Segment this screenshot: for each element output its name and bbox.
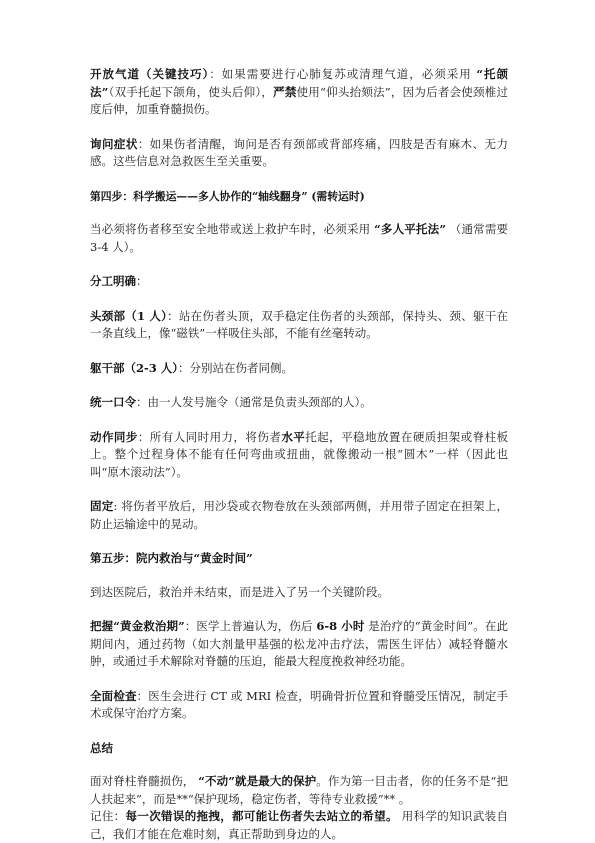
text: （双手托起下颌角，使头后仰）， bbox=[108, 84, 274, 99]
paragraph-golden-period bbox=[90, 618, 508, 671]
term-exam: 全面检查 bbox=[90, 688, 137, 703]
paragraph-sync bbox=[90, 429, 508, 482]
text: 用科学的知识武装自己，我们才能在危难时刻，真正帮助到身边的人。 bbox=[90, 809, 508, 841]
term-torso: 躯干部（2-3 人） bbox=[90, 360, 179, 375]
text: ：如果需要进行心肺复苏或清理气道，必须采用 bbox=[209, 67, 477, 81]
text: ：医学上普遍认为，伤后 bbox=[184, 619, 317, 633]
document-page bbox=[90, 66, 508, 843]
paragraph-ask-symptoms bbox=[90, 136, 508, 171]
paragraph-open-airway bbox=[90, 66, 508, 119]
text: 是治疗的“黄金时间”。在此期间内，通过药物（如大剂量甲基强的松龙冲击疗法，需医生评估）减轻脊髓水肿，或通过手术解除对脊髓的压迫，能最大程度挽救神经功能。 bbox=[90, 619, 508, 668]
text: ：站在伤者头顶，双手稳定住伤者的头颈部，保持头、颈、躯干在一条直线上，像“磁铁”一样吸住头部，不能有丝毫转动。 bbox=[90, 308, 508, 340]
paragraph-exam bbox=[90, 688, 508, 723]
emphasis-horizontal: 水平 bbox=[281, 429, 306, 444]
term-ask-symptoms: 询问症状 bbox=[90, 136, 138, 151]
emphasis-forbidden: 严禁 bbox=[273, 84, 297, 99]
emphasis-hours: 6-8 小时 bbox=[316, 619, 365, 633]
term-head-neck: 头颈部（1 人） bbox=[90, 308, 168, 323]
term-open-airway: 开放气道（关键技巧） bbox=[90, 67, 210, 81]
text: ： bbox=[136, 274, 148, 288]
text: ：如果伤者清醒，询问是否有颈部或背部疼痛，四肢是否有麻木、无力感。这些信息对急救医生至关重要。 bbox=[90, 136, 509, 168]
text: 当必须将伤者移至安全地带或送上救护车时，必须采用 bbox=[90, 222, 375, 236]
text: 记住： bbox=[90, 809, 126, 823]
term-sync: 动作同步 bbox=[90, 429, 138, 444]
text: ：所有人同时用力，将伤者 bbox=[137, 429, 282, 444]
text: 。作为第一目击者，你的任务不是“把人扶起来”，而是**“保护现场，稳定伤者，等待专业救援”** 。 bbox=[90, 774, 508, 806]
paragraph-summary bbox=[90, 773, 508, 808]
text: 使用“仰头抬颏法”，因为后者会使颈椎过度后伸，加重脊髓损伤。 bbox=[90, 84, 509, 116]
text: （通常需要 3-4 人）。 bbox=[90, 222, 509, 254]
emphasis-warning: 每一次错误的拖拽，都可能让伤者失去站立的希望。 bbox=[125, 809, 398, 823]
emphasis-no-move: “不动”就是最大的保护 bbox=[198, 774, 317, 788]
text: 托起，平稳地放置在硬质担架或脊柱板上。整个过程身体不能有任何弯曲或扭曲，就像搬动一根“圆木”一样（因此也叫“原木滚动法”）。 bbox=[90, 429, 509, 479]
paragraph-roles bbox=[90, 273, 508, 291]
term-roles: 分工明确 bbox=[90, 274, 136, 288]
emphasis-multi-person-lift: “多人平托法” bbox=[374, 222, 446, 236]
term-command: 统一口令 bbox=[90, 395, 136, 409]
term-fixation: 固定 bbox=[90, 499, 114, 513]
text: ：分别站在伤者同侧。 bbox=[178, 360, 294, 375]
text: : 将伤者平放后，用沙袋或衣物卷放在头颈部两侧，并用带子固定在担架上，防止运输途中的晃动。 bbox=[90, 499, 509, 531]
paragraph-command bbox=[90, 394, 508, 412]
paragraph-fixation bbox=[90, 498, 508, 533]
paragraph-hospital: 到达医院后，救治并未结束，而是进入了另一个关键阶段。 bbox=[90, 584, 389, 599]
section-heading-step4: 第四步：科学搬运——多人协作的“轴线翻身” (需转运时) bbox=[90, 189, 365, 203]
section-heading-summary: 总结 bbox=[90, 740, 113, 755]
emphasis-jaw-thrust: “托颌法” bbox=[90, 67, 509, 99]
text: 面对脊柱脊髓损伤， bbox=[90, 774, 199, 788]
text: ：由一人发号施令（通常是负责头颈部的人）。 bbox=[136, 395, 372, 409]
paragraph-head-neck bbox=[90, 308, 508, 343]
paragraph-torso bbox=[90, 360, 508, 378]
section-heading-step5: 第五步：院内救治与“黄金时间” bbox=[90, 551, 253, 565]
paragraph-remember bbox=[90, 808, 508, 843]
text: ：医生会进行 CT 或 MRI 检查，明确骨折位置和脊髓受压情况，制定手术或保守治疗方案。 bbox=[90, 688, 508, 720]
paragraph-transport bbox=[90, 221, 508, 256]
term-golden-period: 把握“黄金救治期” bbox=[90, 619, 185, 633]
